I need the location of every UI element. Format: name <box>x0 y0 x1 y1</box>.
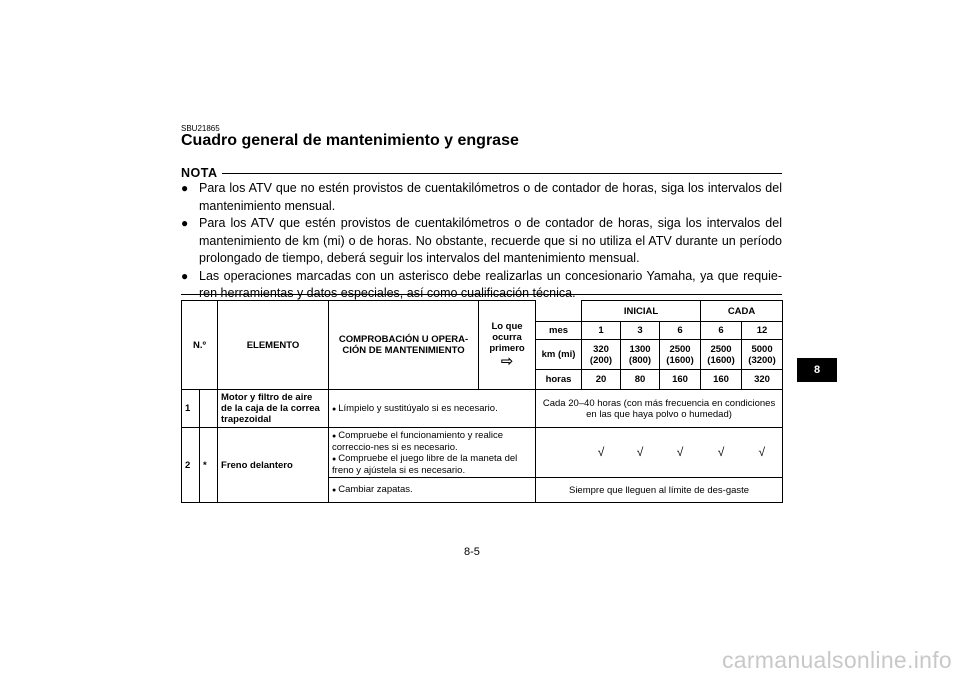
interval-value: 320 <box>742 370 783 390</box>
interval-label: horas <box>536 370 582 390</box>
nota-rule <box>219 173 782 174</box>
row-interval: Siempre que lleguen al límite de des-gaste <box>536 478 783 503</box>
check-mark: √ <box>660 428 701 478</box>
row-star <box>200 390 218 428</box>
note-item <box>181 268 782 303</box>
row-interval: Cada 20–40 horas (con más frecuencia en condiciones en las que haya polvo o humedad) <box>536 390 783 428</box>
row-element: Motor y filtro de aire de la caja de la correa trapezoidal <box>218 390 329 428</box>
arrow-right-icon: ⇨ <box>500 353 514 370</box>
interval-value: 2500 (1600) <box>660 340 701 370</box>
interval-value: 320 (200) <box>582 340 621 370</box>
bullet-icon: ● <box>181 181 189 195</box>
row-check <box>329 428 536 478</box>
bullet-icon: ● <box>332 487 337 494</box>
table-row <box>182 428 783 478</box>
interval-value: 1300 (800) <box>621 340 660 370</box>
header-initial: INICIAL <box>582 301 701 322</box>
whichever-text: Lo que ocurra primero <box>489 321 525 354</box>
nota-label: NOTA <box>181 166 222 180</box>
bullet-icon: ● <box>332 405 337 413</box>
check-text: Compruebe el juego libre de la maneta del freno y ajústela si es necesario. <box>332 452 518 476</box>
row-element: Freno delantero <box>218 428 329 503</box>
nota-header <box>181 166 782 180</box>
row-number: 1 <box>182 390 200 428</box>
bullet-icon: ● <box>181 216 189 230</box>
interval-label: km (mi) <box>536 340 582 370</box>
header-whichever <box>479 301 536 390</box>
header-num: N.º <box>182 301 218 390</box>
document-code: SBU21865 <box>181 124 220 133</box>
check-text: Límpielo y sustitúyalo si es necesario. <box>338 402 498 414</box>
header-blank <box>536 301 582 322</box>
note-text: Para los ATV que no estén provistos de cuentakilómetros o de contador de horas, siga los intervalos del mantenimiento mensual. <box>199 181 782 213</box>
check-text: Compruebe el funcionamiento y realice correccio-nes si es necesario. <box>332 429 504 453</box>
interval-value: 6 <box>660 322 701 340</box>
note-item <box>181 215 782 268</box>
chapter-tab: 8 <box>797 358 837 382</box>
interval-value: 1 <box>582 322 621 340</box>
interval-value: 20 <box>582 370 621 390</box>
interval-value: 5000 (3200) <box>742 340 783 370</box>
interval-value: 2500 (1600) <box>701 340 742 370</box>
bullet-icon: ● <box>332 455 337 463</box>
table-row <box>182 390 783 428</box>
check-mark: √ <box>582 428 621 478</box>
interval-value: 3 <box>621 322 660 340</box>
header-element: ELEMENTO <box>218 301 329 390</box>
page-title: Cuadro general de mantenimiento y engrase <box>181 132 519 149</box>
check-mark: √ <box>701 428 742 478</box>
bullet-icon: ● <box>332 432 337 440</box>
header-every: CADA <box>701 301 783 322</box>
maintenance-table <box>181 300 783 503</box>
note-list <box>181 180 782 303</box>
interval-label: mes <box>536 322 582 340</box>
bullet-icon: ● <box>181 268 189 283</box>
check-line <box>332 430 532 453</box>
row-check <box>329 390 536 428</box>
page-number: 8-5 <box>464 546 480 558</box>
row-check <box>329 478 536 503</box>
row-star: * <box>200 428 218 503</box>
check-text: Cambiar zapatas. <box>338 484 413 495</box>
check-mark: √ <box>621 428 660 478</box>
row-number: 2 <box>182 428 200 503</box>
interval-value: 160 <box>701 370 742 390</box>
interval-value: 6 <box>701 322 742 340</box>
note-text: Las operaciones marcadas con un asterisco debe realizarlas un concesionario Yamaha, ya que requie-ren herramientas y datos especiales, así como cualificación técnica. <box>199 268 782 300</box>
header-check: COMPROBACIÓN U OPERA-CIÓN DE MANTENIMIENTO <box>329 301 479 390</box>
check-mark: √ <box>742 428 783 478</box>
interval-value: 80 <box>621 370 660 390</box>
interval-value: 12 <box>742 322 783 340</box>
check-line <box>332 453 532 476</box>
mark-blank <box>536 428 582 478</box>
watermark: carmanualsonline.info <box>721 647 952 673</box>
table-header-row <box>182 301 783 322</box>
note-text: Para los ATV que estén provistos de cuentakilómetros o de contador de horas, siga los intervalos del mantenimiento de km (mi) o de horas. No obstante, recuerde que si no utiliza el ATV durante un período prolongado de tiempo, deberá seguir los intervalos del mantenimiento mensual. <box>199 216 782 265</box>
note-item <box>181 180 782 215</box>
note-separator <box>181 294 782 295</box>
interval-value: 160 <box>660 370 701 390</box>
